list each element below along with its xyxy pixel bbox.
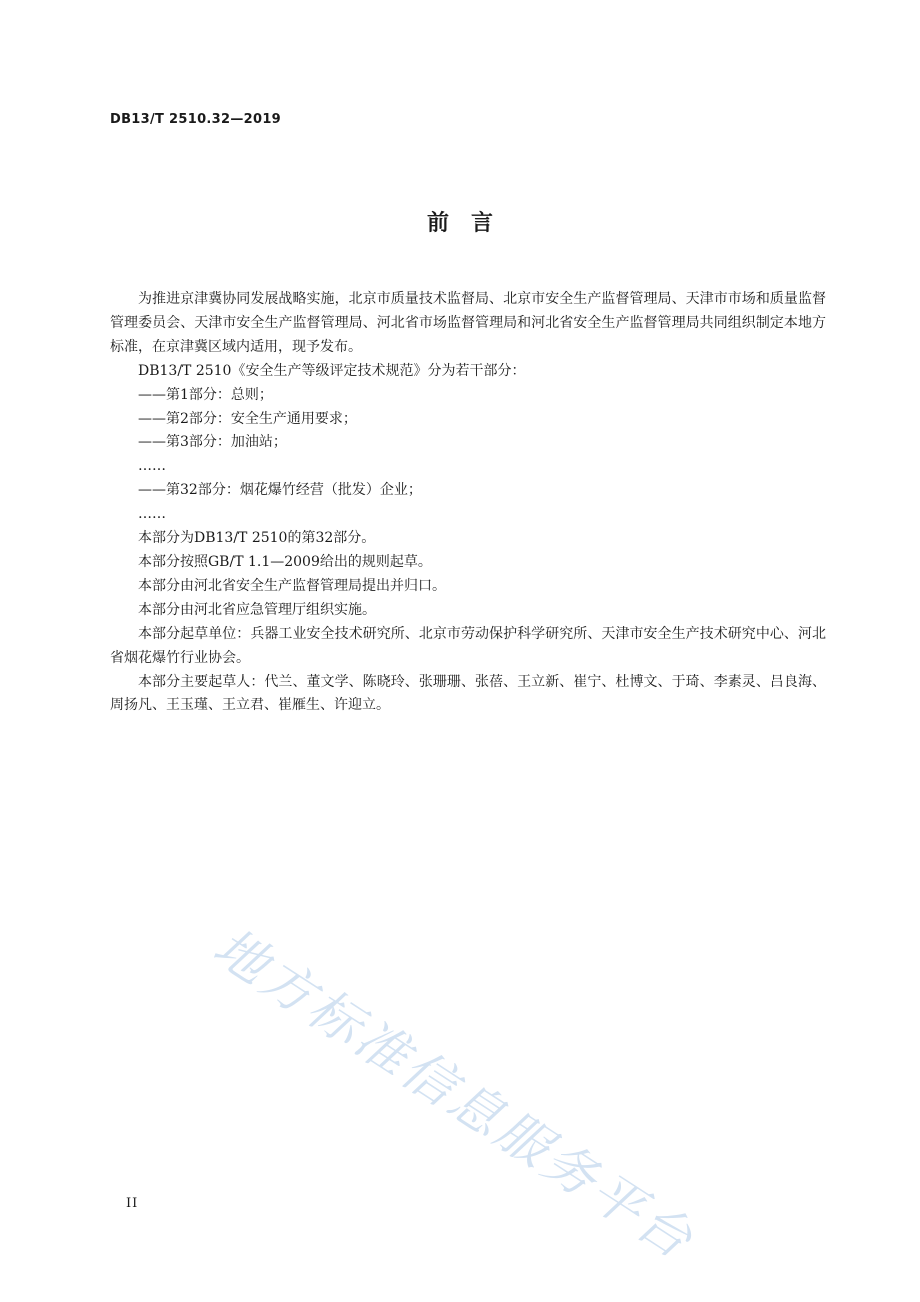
paragraph-drafting-rules: 本部分按照GB/T 1.1—2009给出的规则起草。 (138, 553, 432, 570)
paragraph-proposer: 本部分由河北省安全生产监督管理局提出并归口。 (138, 577, 446, 594)
watermark-text: 地方标准信息服务平台 (202, 916, 706, 1273)
list-item-part-32: ——第32部分：烟花爆竹经营（批发）企业； (138, 482, 422, 499)
list-ellipsis-2: …… (138, 506, 166, 523)
paragraph-drafters: 本部分主要起草人：代兰、董文学、陈晓玲、张珊珊、张蓓、王立新、崔宁、杜博文、于琦、李素灵、吕良海、周扬凡、王玉瑾、王立君、崔雁生、许迎立。 (110, 673, 826, 714)
paragraph-implementer: 本部分由河北省应急管理厅组织实施。 (138, 601, 376, 618)
page-title: 前言 (426, 211, 515, 236)
paragraph-part-statement: 本部分为DB13/T 2510的第32部分。 (138, 530, 376, 547)
foreword-body (110, 288, 826, 718)
document-code: DB13/T 2510.32—2019 (110, 112, 282, 127)
paragraph-drafting-units: 本部分起草单位：兵器工业安全技术研究所、北京市劳动保护科学研究所、天津市安全生产技术研究中心、河北省烟花爆竹行业协会。 (110, 625, 826, 666)
paragraph-intro: 为推进京津冀协同发展战略实施，北京市质量技术监督局、北京市安全生产监督管理局、天津市市场和质量监督管理委员会、天津市安全生产监督管理局、河北省市场监督管理局和河北省安全生产监督管理局共同组织制定本地方标准，在京津冀区域内适用，现予发布。 (110, 291, 826, 355)
paragraph-parts-intro: DB13/T 2510《安全生产等级评定技术规范》分为若干部分： (138, 362, 526, 379)
list-item-part-1: ——第1部分：总则； (138, 386, 273, 403)
list-item-part-3: ——第3部分：加油站； (138, 434, 287, 451)
list-item-part-2: ——第2部分：安全生产通用要求； (138, 410, 357, 427)
list-ellipsis-1: …… (138, 458, 166, 475)
page-number: II (126, 1196, 139, 1211)
